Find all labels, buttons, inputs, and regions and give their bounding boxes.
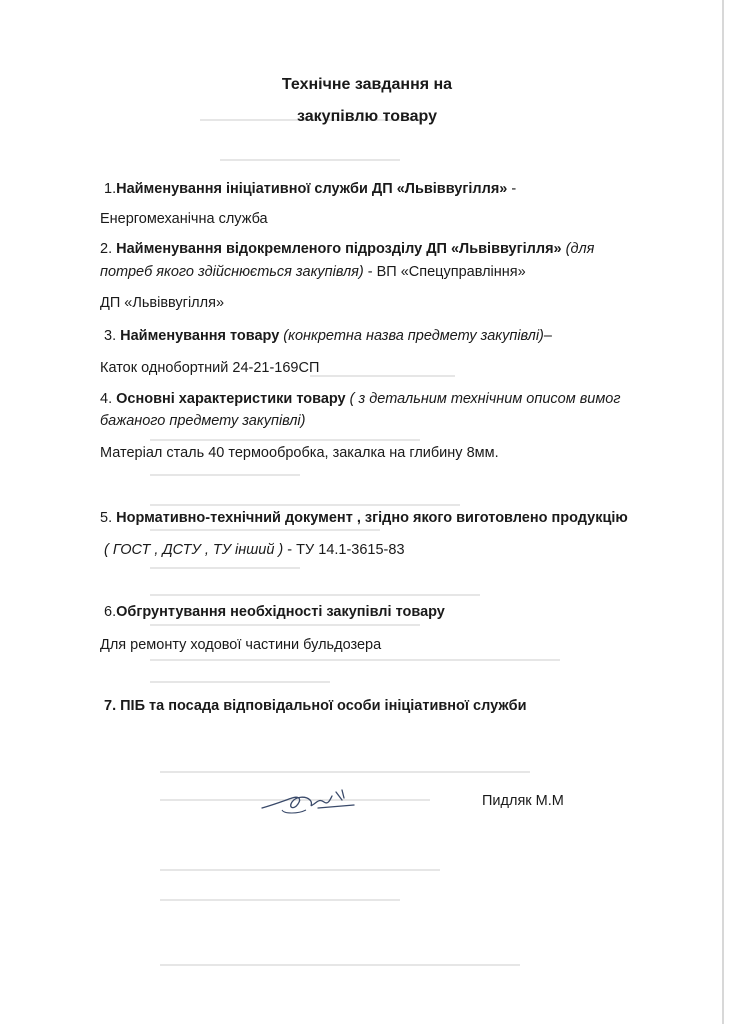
section-6-heading bbox=[104, 603, 445, 621]
section-1-label: Найменування ініціативної служби ДП «Львіввугілля» bbox=[116, 181, 508, 197]
section-3-number: 3. bbox=[104, 328, 121, 344]
section-2-note-end: потреб якого здійснюється закупівля) bbox=[100, 264, 364, 280]
section-6-label: Обгрунтування необхідності закупівлі товару bbox=[116, 604, 445, 620]
section-4-value: Матеріал сталь 40 термообробка, закалка на глибину 8мм. bbox=[100, 445, 499, 461]
section-4-note-end: бажаного предмету закупівлі) bbox=[100, 413, 306, 429]
section-2-value-start: - ВП «Спецуправління» bbox=[363, 264, 526, 280]
section-1-number: 1. bbox=[104, 181, 117, 197]
section-1-value: Енергомеханічна служба bbox=[100, 211, 268, 227]
section-4-number: 4. bbox=[100, 391, 117, 407]
section-3-heading bbox=[104, 327, 552, 345]
doc-title-line1: Технічне завдання на bbox=[281, 76, 453, 93]
section-2-heading bbox=[100, 240, 594, 258]
section-2-label: Найменування відокремленого підрозділу ДП «Львіввугілля» bbox=[116, 241, 562, 257]
section-4-heading bbox=[100, 390, 620, 408]
section-3-value: Каток однобортний 24-21-169СП bbox=[100, 360, 320, 376]
section-3-dash: – bbox=[543, 328, 552, 344]
section-1-dash: - bbox=[507, 181, 517, 197]
scan-edge-line bbox=[722, 0, 724, 1024]
section-2-line2 bbox=[100, 263, 526, 281]
section-5-number: 5. bbox=[100, 510, 117, 526]
section-5-line2 bbox=[104, 541, 405, 559]
section-5-note: ( ГОСТ , ДСТУ , ТУ інший ) bbox=[104, 542, 284, 558]
section-6-value: Для ремонту ходової частини бульдозера bbox=[100, 637, 382, 653]
section-2-number: 2. bbox=[100, 241, 117, 257]
section-2-value-end: ДП «Львіввугілля» bbox=[100, 295, 225, 311]
section-4-label: Основні характеристики товару bbox=[116, 391, 346, 407]
section-6-number: 6. bbox=[104, 604, 117, 620]
section-4-note-start: ( з детальним технічним описом вимог bbox=[345, 391, 621, 407]
section-5-heading bbox=[100, 509, 628, 527]
section-5-value: - ТУ 14.1-3615-83 bbox=[283, 542, 405, 558]
section-7-heading: 7. ПІБ та посада відповідальної особи ініціативної служби bbox=[104, 698, 527, 714]
section-3-note: (конкретна назва предмету закупівлі) bbox=[279, 328, 544, 344]
responsible-person-name: Пидляк М.М bbox=[482, 793, 564, 809]
doc-title-line2: закупівлю товару bbox=[297, 108, 437, 125]
section-2-note-start: (для bbox=[561, 241, 595, 257]
section-3-label: Найменування товару bbox=[120, 328, 280, 344]
handwritten-signature bbox=[258, 786, 358, 822]
section-5-label: Нормативно-технічний документ , згідно якого виготовлено продукцію bbox=[116, 510, 628, 526]
section-1-heading bbox=[104, 180, 516, 198]
